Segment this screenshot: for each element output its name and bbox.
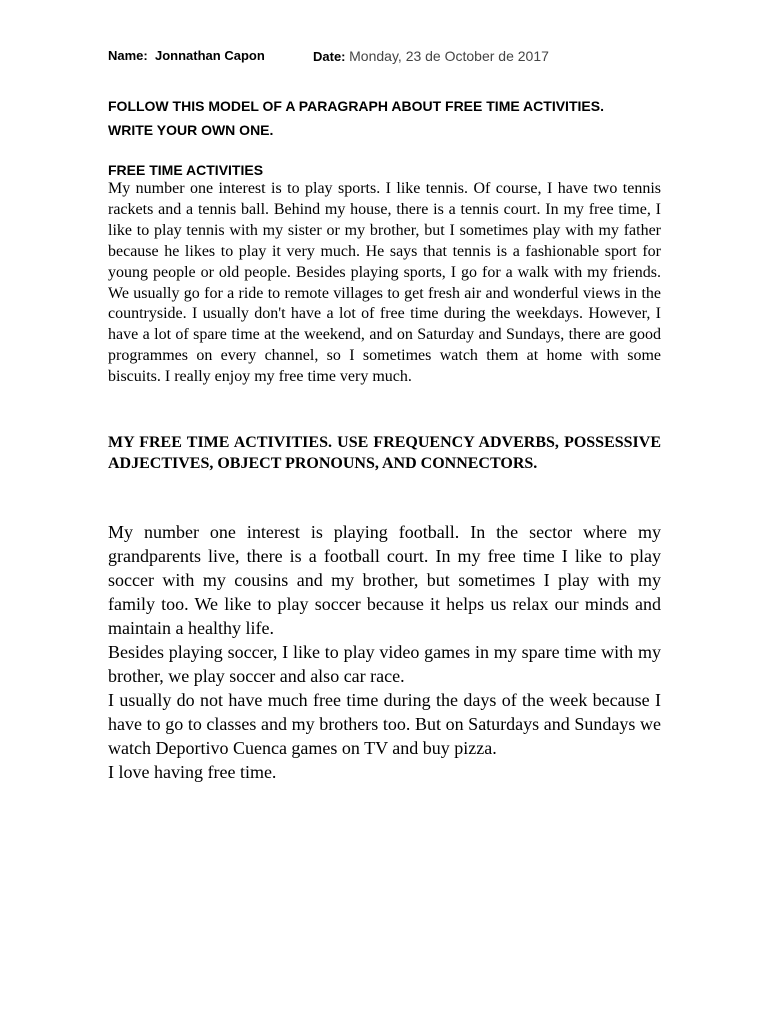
instruction-line-2: WRITE YOUR OWN ONE. <box>108 122 274 138</box>
instruction-line-1: FOLLOW THIS MODEL OF A PARAGRAPH ABOUT FREE TIME ACTIVITIES. <box>108 98 604 114</box>
instruction-heading <box>108 94 668 142</box>
model-paragraph: My number one interest is to play sports. I like tennis. Of course, I have two tennis rackets and a tennis ball. Behind my house, there is a tennis court. In my free time, I like to play tennis with my sister or my brother, but I sometimes play with my father because he likes to play it very much. He says that tennis is a fashionable sport for young people or old people. Besides playing sports, I go for a walk with my friends. We usually go for a ride to remote villages to get fresh air and wonderful views in the countryside. I usually don't have a lot of free time during the weekdays. However, I have a lot of spare time at the weekend, and on Saturday and Sundays, there are good programmes on every channel, so I sometimes watch them at home with some biscuits. I really enjoy my free time very much. <box>108 180 661 386</box>
name-value: Jonnathan Capon <box>154 48 265 63</box>
answer-paragraph: I love having free time. <box>108 762 277 782</box>
answer-paragraph: Besides playing soccer, I like to play video games in my spare time with my brother, we play soccer and also car race. <box>108 642 661 686</box>
answer-paragraph: My number one interest is playing football. In the sector where my grandparents live, there is a football court. In my free time I like to play soccer with my cousins and my brother, but sometimes I play with my family too. We like to play soccer because it helps us relax our minds and maintain a healthy life. <box>108 522 661 638</box>
date-value: Monday, 23 de October de 2017 <box>349 48 549 64</box>
date-field <box>313 47 549 66</box>
answer-body <box>108 520 661 784</box>
answer-paragraph: I usually do not have much free time during the days of the week because I have to go to classes and my brothers too. But on Saturdays and Sundays we watch Deportivo Cuenca games on TV and buy pizza. <box>108 690 661 758</box>
header-row <box>108 47 668 65</box>
date-label: Date: <box>313 49 346 64</box>
name-label: Name: <box>108 48 148 63</box>
name-field <box>108 47 265 65</box>
task-heading: MY FREE TIME ACTIVITIES. USE FREQUENCY ADVERBS, POSSESSIVE ADJECTIVES, OBJECT PRONOUNS, AND CONNECTORS. <box>108 434 661 472</box>
model-heading: FREE TIME ACTIVITIES <box>108 162 264 178</box>
